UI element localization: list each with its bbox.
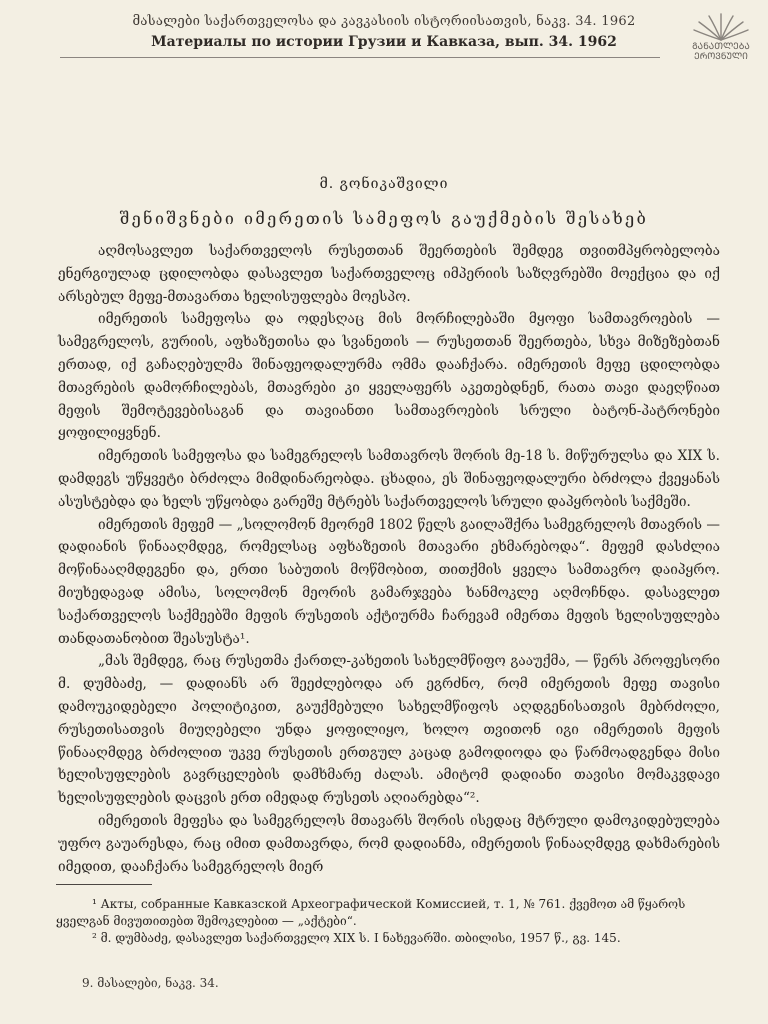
body-paragraph: იმერეთის სამეფოსა და ოდესღაც მის მორჩილებაში მყოფი სამთავროების — სამეგრელოს, გურიის, აფხაზეთისა და სვანეთის — რუსეთთან შეერთება, სხვა მიზეზებთან ერთად, იქ გაჩაღებულმა შინაფეოდალურმა ომმა დააჩქარა. იმერეთის მეფე ცდილობდა მთავრების დამორჩილებას, მთავრები კი ყველაფერს აკეთებდნენ, რათა თავი დაეღწიათ მეფის შემოტევებისაგან და თავიანთი სამთავროების სრული ბატონ-პატრონები ყოფილიყვნენ. xyxy=(58,311,720,442)
footnote-1: ¹ Акты, собранные Кавказской Археографической Комиссией, т. 1, № 761. ქვემოთ ამ წყაროს ყველგან მივუთითებთ შემოკლებით — „აქტები“. xyxy=(56,897,686,928)
page-footer: 9. მასალები, ნაკვ. 34. xyxy=(82,976,219,990)
body-paragraph: იმერეთის მეფემ — „სოლომონ მეორემ 1802 წელს გაილაშქრა სამეგრელოს მთავრის — დადიანის წინააღმდეგ, რომელსაც აფხაზეთის მთავარი ეხმარებოდა“. მეფემ დასძლია მოწინააღმდეგენი და, ერთი საბუთის მოწმობით, თითქმის ყველა სამთავრო დაიპყრო. მიუხედავად ამისა, სოლომონ მეორის გამარჯვება ხანმოკლე აღმოჩნდა. დასავლეთ საქართველოს საქმეებში მეფის რუსეთის აქტიურმა ჩარევამ იმერთა მეფის ხელისუფლება თანდათანობით შეასუსტა¹. xyxy=(58,516,720,647)
logo-text-line1: ᲒᲐᲜᲐᲗᲚᲔᲑᲐ xyxy=(692,42,750,52)
library-logo xyxy=(682,8,760,64)
body-paragraph: იმერეთის სამეფოსა და სამეგრელოს სამთავროს შორის მე-18 ს. მიწურულსა და XIX ს. დამდეგს უწყვეტი ბრძოლა მიმდინარეობდა. ცხადია, ეს შინაფეოდალური ბრძოლა ქვეყანას ასუსტებდა და ხელს უწყობდა გარეშე მტრებს საქართველოს სრული დაპყრობის საქმეში. xyxy=(58,448,720,510)
footnotes xyxy=(56,896,720,947)
header-divider xyxy=(60,57,660,58)
body-paragraph: „მას შემდეგ, რაც რუსეთმა ქართლ-კახეთის სახელმწიფო გააუქმა, — წერს პროფესორი მ. დუმბაძე, — დადიანს არ შეეძლებოდა არ ეგრძნო, რომ იმერეთის მეფე თავისი დამოუკიდებელი პოლიტიკით, გაუქმებული სახელმწიფოს აღდგენისათვის მებრძოლი, რუსეთისათვის მიუღებელი უნდა ყოფილიყო, ხოლო თვითონ იგი იმერეთის მეფის წინააღმდეგ ბრძოლით უკვე რუსეთის ერთგულ კაცად გამოდიოდა და წარმოადგენდა მისი ხელისუფლების გავრცელების დამხმარე ძალას. ამიტომ დადიანი თავისი მომაკვდავი ხელისუფლების დაცვის ერთ იმედად რუსეთს აღიარებდა“². xyxy=(58,653,720,807)
logo-text-line2: ᲔᲠᲝᲕᲜᲣᲚᲘ xyxy=(694,52,748,62)
running-header-georgian: მასალები საქართველოსა და კავკასიის ისტორიისათვის, ნაკვ. 34. 1962 xyxy=(132,14,636,29)
body-paragraph: აღმოსავლეთ საქართველოს რუსეთთან შეერთების შემდეგ თვითმპყრობელობა ენერგიულად ცდილობდა დასავლეთ საქართველოც იმპერიის საზღვრებში მოექცია და იქ არსებულ მეფე-მთავართა ხელისუფლება მოესპო. xyxy=(58,243,720,305)
footnote-2: ² მ. დუმბაძე, დასავლეთ საქართველო XIX ს. I ნახევარში. თბილისი, 1957 წ., გვ. 145. xyxy=(92,931,621,945)
running-header-russian: Материалы по истории Грузии и Кавказа, вып. 34. 1962 xyxy=(151,34,617,50)
body-paragraph: იმერეთის მეფესა და სამეგრელოს მთავარს შორის ისედაც მტრული დამოკიდებულება უფრო გაუარესდა, რაც იმით დამთავრდა, რომ დადიანმა, იმერეთის წინააღმდეგ დახმარების იმედით, დააჩქარა სამეგრელოს მიერ xyxy=(58,812,720,875)
article-title: შენიშვნები იმერეთის სამეფოს გაუქმების შესახებ xyxy=(119,209,649,228)
logo-emblem-icon xyxy=(682,8,760,42)
article-body xyxy=(58,240,720,878)
footnote-divider xyxy=(56,884,152,885)
article-author: მ. გონიკაშვილი xyxy=(319,176,449,192)
